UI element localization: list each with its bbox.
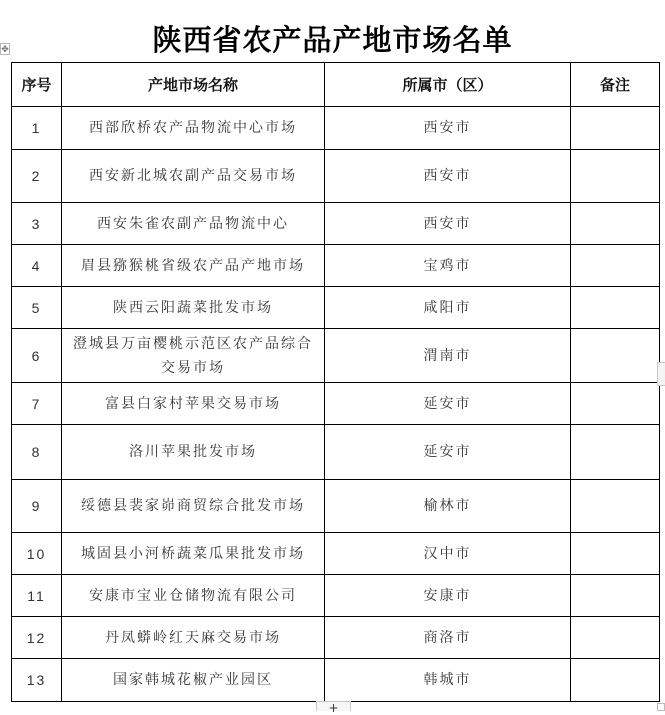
row-city[interactable]: 延安市 [325, 383, 571, 425]
row-note[interactable] [571, 425, 660, 480]
row-market-name[interactable]: 西部欣桥农产品物流中心市场 [62, 107, 325, 150]
row-market-name[interactable]: 国家韩城花椒产业园区 [62, 659, 325, 702]
row-note[interactable] [571, 383, 660, 425]
row-note[interactable] [571, 150, 660, 203]
table-move-handle-icon[interactable]: ✥ [1, 45, 9, 55]
row-note[interactable] [571, 203, 660, 245]
row-index[interactable]: 6 [12, 329, 62, 383]
row-market-name[interactable]: 西安新北城农副产品交易市场 [62, 150, 325, 203]
row-city[interactable]: 西安市 [325, 107, 571, 150]
table-row [12, 659, 660, 702]
table-row [12, 245, 660, 287]
row-index[interactable]: 1 [12, 107, 62, 150]
table-row [12, 203, 660, 245]
row-note[interactable] [571, 107, 660, 150]
header-note: 备注 [571, 63, 660, 107]
row-index[interactable]: 11 [12, 575, 62, 617]
table-row [12, 150, 660, 203]
row-market-name[interactable]: 陕西云阳蔬菜批发市场 [62, 287, 325, 329]
row-market-name[interactable]: 富县白家村苹果交易市场 [62, 383, 325, 425]
row-market-name[interactable]: 眉县猕猴桃省级农产品产地市场 [62, 245, 325, 287]
table-header-row [12, 63, 660, 107]
row-index[interactable]: 13 [12, 659, 62, 702]
table-resize-handle-icon[interactable] [657, 703, 665, 711]
row-market-name[interactable]: 洛川苹果批发市场 [62, 425, 325, 480]
row-note[interactable] [571, 287, 660, 329]
table-row [12, 480, 660, 533]
add-row-button[interactable]: + [316, 701, 351, 711]
row-market-name[interactable]: 西安朱雀农副产品物流中心 [62, 203, 325, 245]
row-note[interactable] [571, 329, 660, 383]
header-index: 序号 [12, 63, 62, 107]
row-index[interactable]: 10 [12, 533, 62, 575]
row-market-name[interactable]: 安康市宝业仓储物流有限公司 [62, 575, 325, 617]
row-index[interactable]: 2 [12, 150, 62, 203]
row-city[interactable]: 榆林市 [325, 480, 571, 533]
row-city[interactable]: 汉中市 [325, 533, 571, 575]
row-city[interactable]: 西安市 [325, 203, 571, 245]
table-row [12, 425, 660, 480]
row-note[interactable] [571, 575, 660, 617]
row-city[interactable]: 延安市 [325, 425, 571, 480]
header-market-name: 产地市场名称 [62, 63, 325, 107]
row-index[interactable]: 5 [12, 287, 62, 329]
table-row [12, 383, 660, 425]
row-city[interactable]: 西安市 [325, 150, 571, 203]
row-city[interactable]: 咸阳市 [325, 287, 571, 329]
row-index[interactable]: 3 [12, 203, 62, 245]
row-note[interactable] [571, 533, 660, 575]
row-note[interactable] [571, 617, 660, 659]
row-city[interactable]: 商洛市 [325, 617, 571, 659]
row-index[interactable]: 12 [12, 617, 62, 659]
market-table [11, 62, 660, 702]
row-index[interactable]: 4 [12, 245, 62, 287]
row-index[interactable]: 9 [12, 480, 62, 533]
table-row [12, 575, 660, 617]
row-market-name[interactable]: 丹凤蟒岭红天麻交易市场 [62, 617, 325, 659]
row-market-name[interactable]: 绥德县裴家峁商贸综合批发市场 [62, 480, 325, 533]
row-city[interactable]: 韩城市 [325, 659, 571, 702]
row-city[interactable]: 安康市 [325, 575, 571, 617]
row-market-name[interactable]: 城固县小河桥蔬菜瓜果批发市场 [62, 533, 325, 575]
row-city[interactable]: 渭南市 [325, 329, 571, 383]
table-row [12, 533, 660, 575]
table-row [12, 329, 660, 383]
row-note[interactable] [571, 659, 660, 702]
table-edge-handle[interactable] [657, 362, 665, 386]
row-city[interactable]: 宝鸡市 [325, 245, 571, 287]
table-row [12, 617, 660, 659]
row-note[interactable] [571, 480, 660, 533]
table-row [12, 287, 660, 329]
row-note[interactable] [571, 245, 660, 287]
header-city: 所属市（区） [325, 63, 571, 107]
document-title: 陕西省农产品产地市场名单 [152, 23, 513, 57]
row-market-name[interactable]: 澄城县万亩樱桃示范区农产品综合交易市场 [62, 329, 325, 383]
table-row [12, 107, 660, 150]
row-index[interactable]: 7 [12, 383, 62, 425]
row-index[interactable]: 8 [12, 425, 62, 480]
